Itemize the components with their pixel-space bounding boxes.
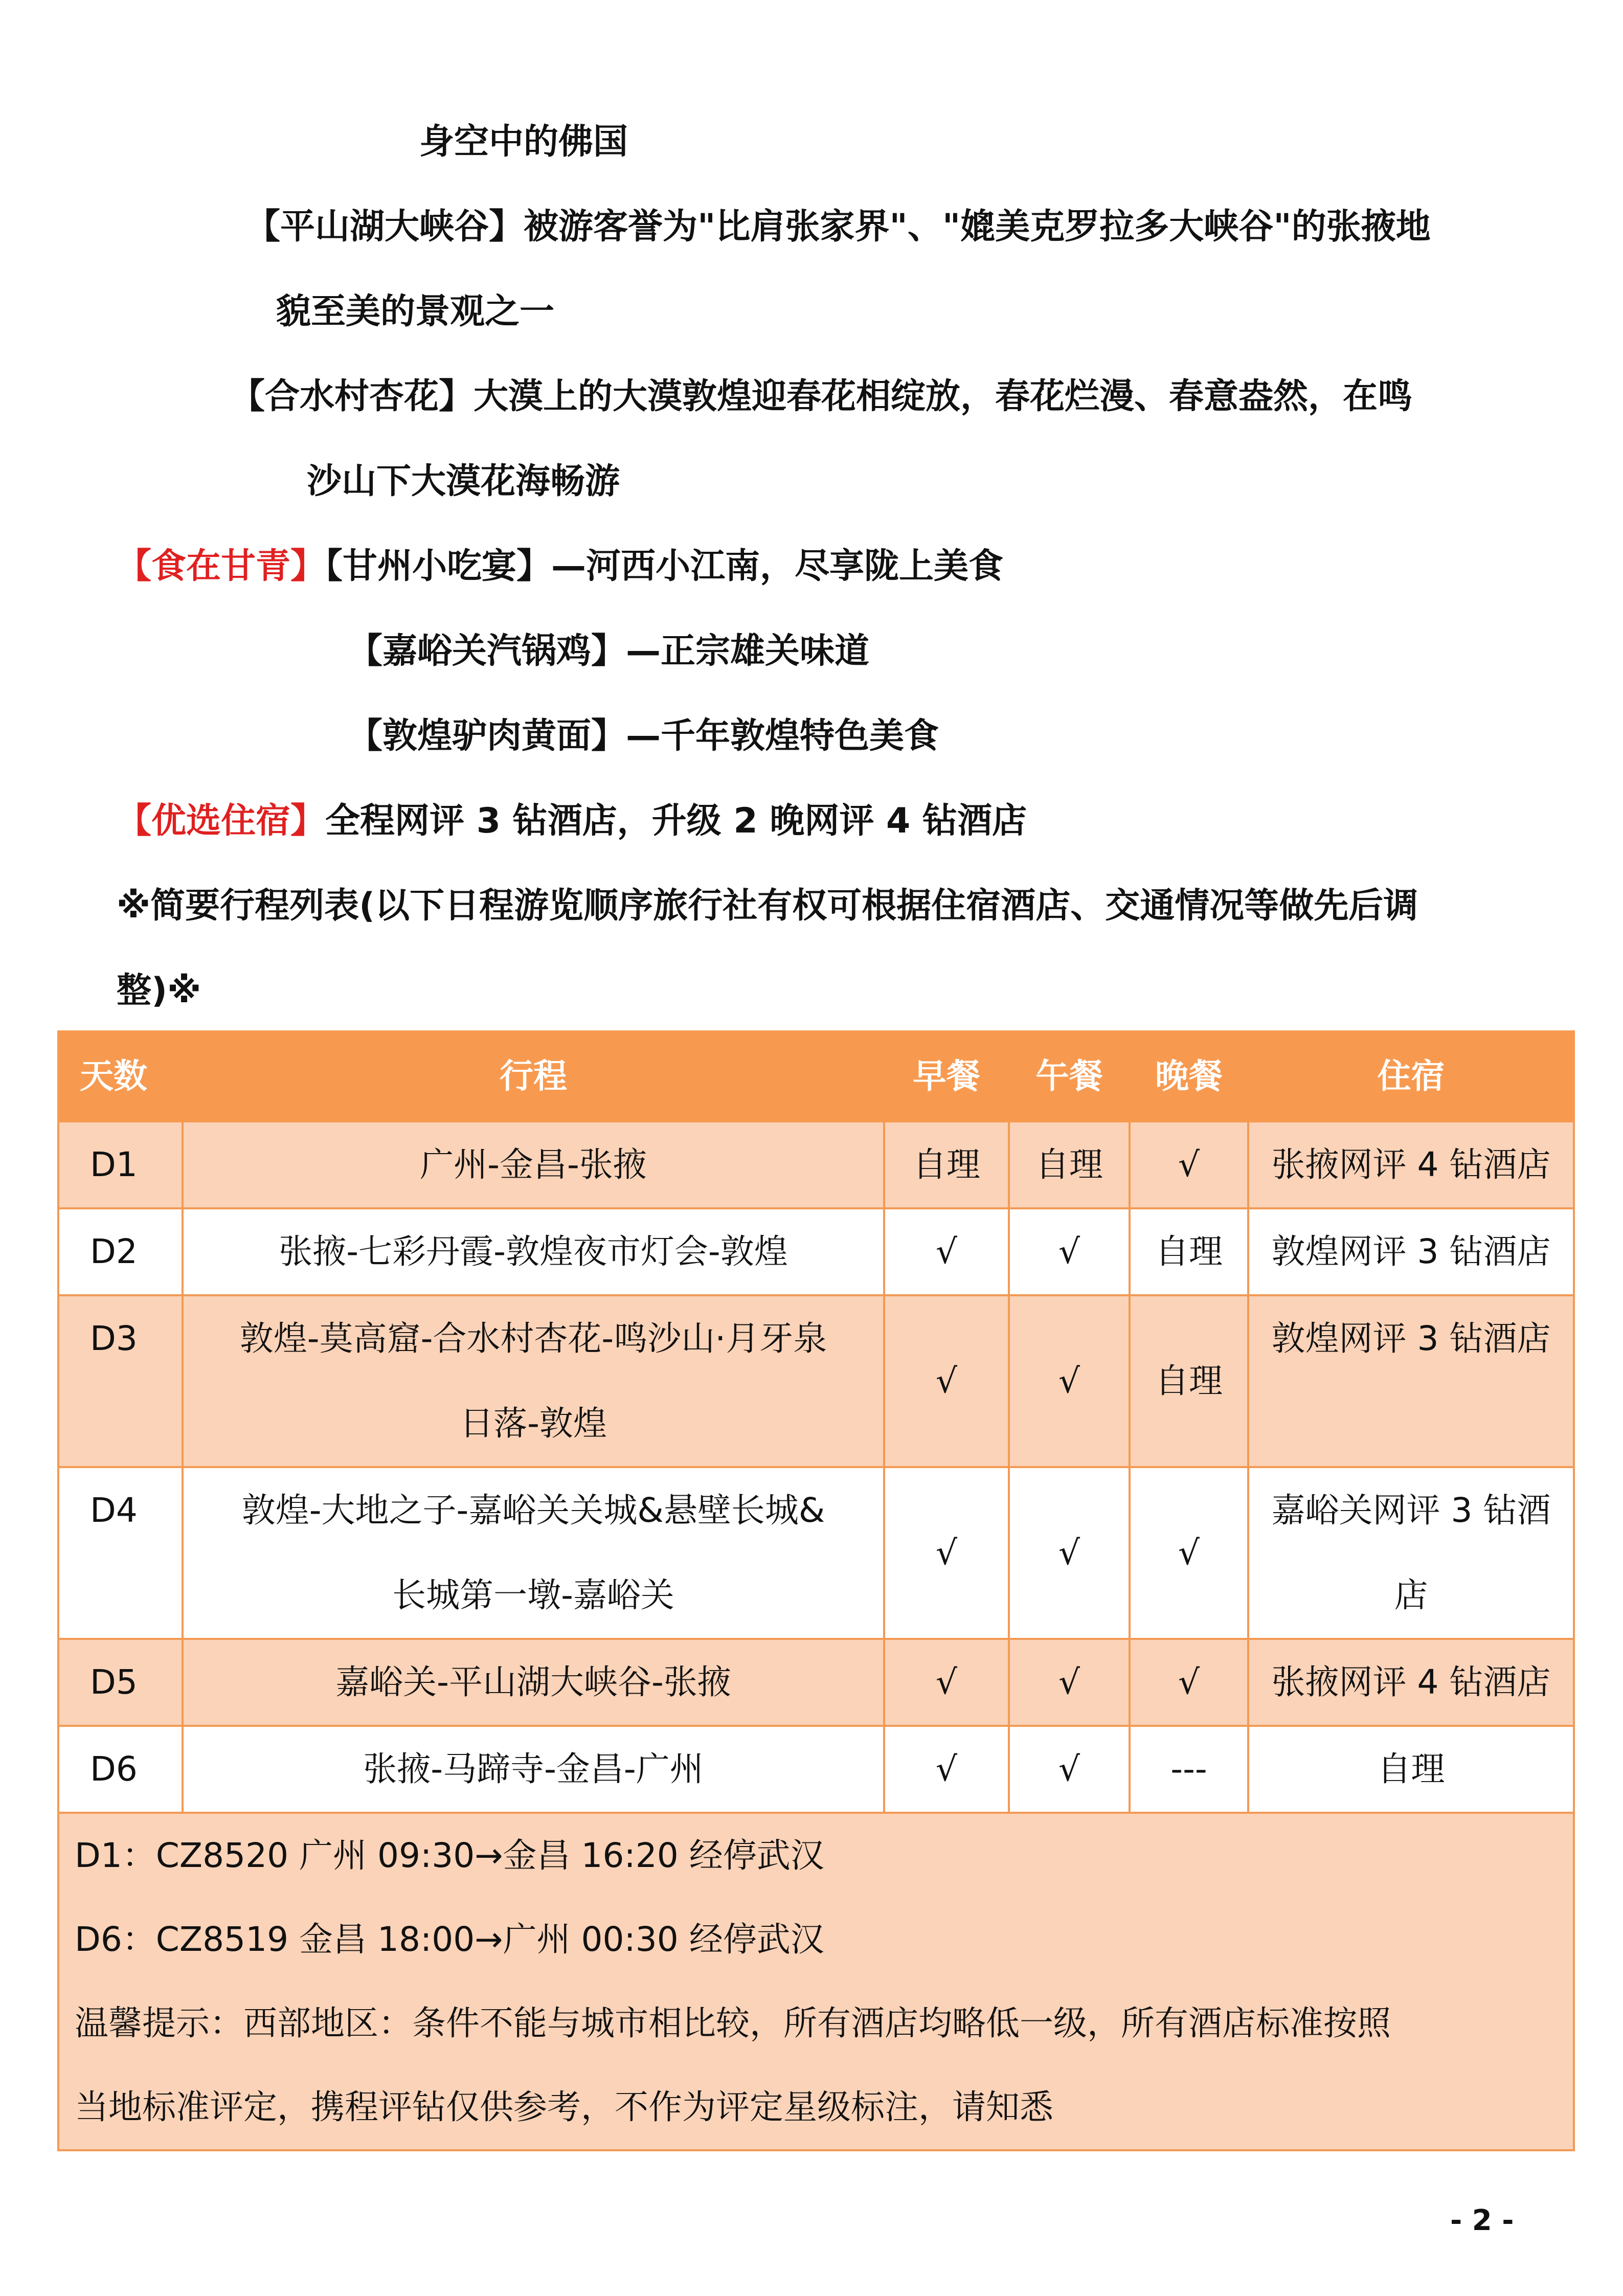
cell-day: D6 [58, 1726, 183, 1813]
cell-route [183, 1295, 884, 1467]
cell-lunch: 自理 [1009, 1121, 1130, 1208]
cell-lodging: 敦煌网评 3 钻酒店 [1248, 1208, 1574, 1295]
cell-lunch: √ [1009, 1208, 1130, 1295]
lodging-line: 嘉峪关网评 3 钻酒 [1271, 1491, 1551, 1530]
table-row [58, 1726, 1574, 1813]
header-dinner: 晚餐 [1130, 1031, 1248, 1121]
hotel-text: 全程网评 3 钻酒店，升级 2 晚网评 4 钻酒店 [325, 801, 1027, 841]
cell-breakfast: √ [884, 1208, 1009, 1295]
hotel-label: 【优选住宿】 [117, 801, 326, 841]
cell-day: D2 [58, 1208, 183, 1295]
intro-line-1: 身空中的佛国 [419, 122, 628, 162]
route-line: 日落-敦煌 [460, 1404, 607, 1443]
cell-breakfast: √ [884, 1295, 1009, 1467]
warm-tip-line-2: 当地标准评定，携程评钻仅供参考，不作为评定星级标注，请知悉 [75, 2087, 1053, 2127]
cell-day: D1 [58, 1121, 183, 1208]
cell-dinner: 自理 [1130, 1295, 1248, 1467]
table-row [58, 1295, 1574, 1467]
header-lunch: 午餐 [1009, 1031, 1130, 1121]
cell-dinner: √ [1130, 1121, 1248, 1208]
notice-line-1: ※简要行程列表(以下日程游览顺序旅行社有权可根据住宿酒店、交通情况等做先后调 [117, 886, 1418, 926]
cell-lodging: 张掖网评 4 钻酒店 [1248, 1121, 1574, 1208]
flight-note-d1: D1：CZ8520 广州 09:30→金昌 16:20 经停武汉 [75, 1836, 824, 1875]
intro-line-5: 沙山下大漠花海畅游 [307, 461, 620, 502]
table-header-row [58, 1031, 1574, 1121]
cell-lodging: 张掖网评 4 钻酒店 [1248, 1639, 1574, 1726]
food-section [117, 546, 1004, 587]
table-notes-row [58, 1813, 1574, 2150]
page-number: - 2 - [1450, 2204, 1514, 2237]
route-line: 敦煌-莫高窟-合水村杏花-鸣沙山·月牙泉 [239, 1319, 827, 1358]
lodging-line: 店 [1394, 1575, 1428, 1615]
hotel-section [117, 801, 1027, 841]
header-lodging: 住宿 [1248, 1031, 1574, 1121]
intro-line-3: 貌至美的景观之一 [276, 291, 555, 332]
table-row [58, 1121, 1574, 1208]
intro-line-2: 【平山湖大峡谷】被游客誉为"比肩张家界"、"媲美克罗拉多大峡谷"的张掖地 [245, 207, 1431, 247]
warm-tip-line-1: 温馨提示：西部地区：条件不能与城市相比较，所有酒店均略低一级，所有酒店标准按照 [75, 2004, 1391, 2043]
cell-lunch: √ [1009, 1467, 1130, 1639]
flight-note-d6: D6：CZ8519 金昌 18:00→广州 00:30 经停武汉 [75, 1920, 824, 1959]
cell-breakfast: √ [884, 1467, 1009, 1639]
cell-dinner: --- [1130, 1726, 1248, 1813]
cell-lunch: √ [1009, 1295, 1130, 1467]
cell-route: 嘉峪关-平山湖大峡谷-张掖 [183, 1639, 884, 1726]
notice-line-2: 整)※ [117, 971, 201, 1011]
header-breakfast: 早餐 [884, 1031, 1009, 1121]
cell-route: 广州-金昌-张掖 [183, 1121, 884, 1208]
cell-route [183, 1467, 884, 1639]
itinerary-table [57, 1030, 1575, 2151]
cell-breakfast: √ [884, 1639, 1009, 1726]
cell-day: D4 [58, 1467, 183, 1639]
food-item-3: 【敦煌驴肉黄面】—千年敦煌特色美食 [348, 716, 939, 756]
cell-lodging: 自理 [1248, 1726, 1574, 1813]
food-label: 【食在甘青】 [117, 546, 326, 587]
cell-lunch: √ [1009, 1639, 1130, 1726]
header-route: 行程 [183, 1031, 884, 1121]
cell-lodging [1248, 1467, 1574, 1639]
table-row [58, 1639, 1574, 1726]
intro-line-4: 【合水村杏花】大漠上的大漠敦煌迎春花相绽放，春花烂漫、春意盎然，在鸣 [230, 376, 1413, 417]
cell-lunch: √ [1009, 1726, 1130, 1813]
cell-day: D5 [58, 1639, 183, 1726]
cell-route: 张掖-马蹄寺-金昌-广州 [183, 1726, 884, 1813]
table-row [58, 1467, 1574, 1639]
flight-notes [58, 1813, 1574, 2150]
cell-dinner: √ [1130, 1467, 1248, 1639]
cell-route: 张掖-七彩丹霞-敦煌夜市灯会-敦煌 [183, 1208, 884, 1295]
food-item-1: 【甘州小吃宴】—河西小江南，尽享陇上美食 [325, 546, 1004, 587]
cell-dinner: √ [1130, 1639, 1248, 1726]
cell-breakfast: 自理 [884, 1121, 1009, 1208]
route-line: 敦煌-大地之子-嘉峪关关城&悬壁长城& [241, 1491, 825, 1530]
food-item-2: 【嘉峪关汽锅鸡】—正宗雄关味道 [348, 631, 870, 671]
cell-lodging: 敦煌网评 3 钻酒店 [1248, 1295, 1574, 1467]
cell-day: D3 [58, 1295, 183, 1467]
route-line: 长城第一墩-嘉峪关 [392, 1575, 674, 1615]
cell-dinner: 自理 [1130, 1208, 1248, 1295]
cell-breakfast: √ [884, 1726, 1009, 1813]
header-day: 天数 [58, 1031, 183, 1121]
table-row [58, 1208, 1574, 1295]
